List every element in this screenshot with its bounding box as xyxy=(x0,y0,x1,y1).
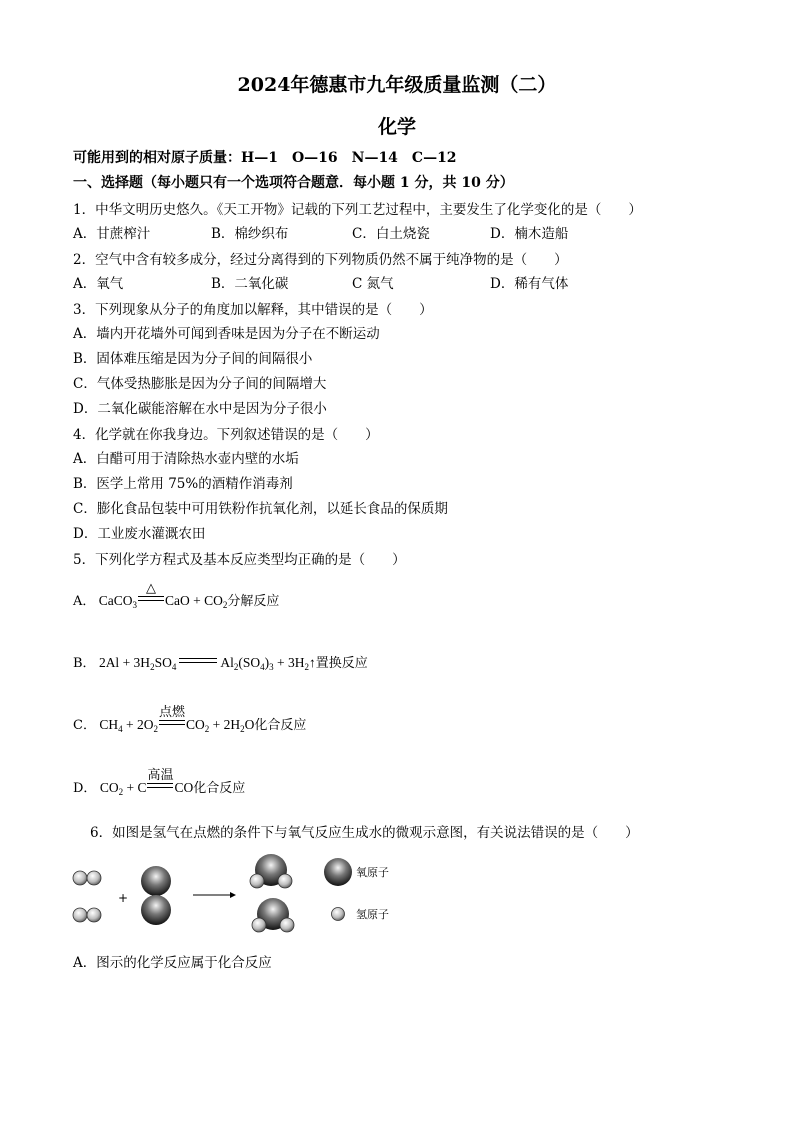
equation-d: D． $CO_2 + C$ 高温 CO化合反应 xyxy=(73,768,246,797)
question-stem: 5．下列化学方程式及基本反应类型均正确的是（ ） xyxy=(73,552,406,568)
section-heading: 一、选择题（每小题只有一个选项符合题意．每小题 1 分，共 10 分） xyxy=(73,175,514,191)
reaction-arrow xyxy=(193,892,236,898)
option: C．膨化食品包装中可用铁粉作抗氧化剂，以延长食品的保质期 xyxy=(73,501,448,517)
equation-b: B． $2Al + 3H_2SO_4$ $Al_2(SO_4)_3$ + $3H_2↑$置换反应 xyxy=(73,655,368,672)
svg-text:氢原子: 氢原子 xyxy=(356,908,389,921)
option: B．固体难压缩是因为分子间的间隔很小 xyxy=(73,351,313,367)
option-letter: C． xyxy=(73,718,96,733)
options-row xyxy=(73,272,773,292)
question-stem: 4．化学就在你我身边。下列叙述错误的是（ ） xyxy=(73,427,379,443)
reaction-type: 化合反应 xyxy=(254,718,307,733)
option: C．气体受热膨胀是因为分子间的间隔增大 xyxy=(73,376,327,392)
option-letter: D． xyxy=(73,781,97,796)
reaction-condition: 点燃 xyxy=(159,718,185,728)
option: D．二氧化碳能溶解在水中是因为分子很小 xyxy=(73,401,327,417)
option: A．白醋可用于清除热水壶内壁的水垢 xyxy=(73,451,299,467)
option: D．稀有气体 xyxy=(490,276,569,292)
reaction-type: 置换反应 xyxy=(315,656,368,671)
question-stem: 1．中华文明历史悠久。《天工开物》记载的下列工艺过程中，主要发生了化学变化的是（ ） xyxy=(73,202,642,218)
options-row xyxy=(73,222,773,242)
option: A．氧气 xyxy=(73,276,124,292)
equation-c: C． $CH_4 + 2O_2$ 点燃 $CO_2 + 2H_2O$化合反应 xyxy=(73,705,307,734)
option-letter: B． xyxy=(73,656,96,671)
water-molecule xyxy=(250,854,292,888)
option: C 氮气 xyxy=(352,276,394,292)
oxygen-molecule xyxy=(141,866,171,925)
reaction-type: 化合反应 xyxy=(193,781,246,796)
molecule-diagram xyxy=(70,848,430,938)
question-stem: 3．下列现象从分子的角度加以解释，其中错误的是（ ） xyxy=(73,302,433,318)
reaction-type: 分解反应 xyxy=(227,594,280,609)
question-stem: 2．空气中含有较多成分，经过分离得到的下列物质仍然不属于纯净物的是（ ） xyxy=(73,252,568,268)
option: A．图示的化学反应属于化合反应 xyxy=(73,955,272,971)
option: D．工业废水灌溉农田 xyxy=(73,526,206,542)
svg-text:氧原子: 氧原子 xyxy=(356,866,389,879)
equation-a: A． CaCO$_3$ △ CaO + $CO_2$分解反应 xyxy=(73,581,280,610)
option: D．楠木造船 xyxy=(490,226,569,242)
legend-oxygen xyxy=(324,858,389,886)
option: B．棉纱织布 xyxy=(211,226,289,242)
option: B．二氧化碳 xyxy=(211,276,289,292)
option-letter: A． xyxy=(73,594,96,609)
plus-sign: + xyxy=(118,891,129,905)
option: A．甘蔗榨汁 xyxy=(73,226,151,242)
water-molecule xyxy=(252,898,294,932)
exam-title: 2024年德惠市九年级质量监测（二） xyxy=(237,74,557,96)
question-stem: 6．如图是氢气在点燃的条件下与氧气反应生成水的微观示意图，有关说法错误的是（ ） xyxy=(90,825,639,841)
option: A．墙内开花墙外可闻到香味是因为分子在不断运动 xyxy=(73,326,380,342)
hydrogen-molecule xyxy=(73,908,101,922)
option: B．医学上常用 75%的酒精作消毒剂 xyxy=(73,476,293,492)
reaction-condition: 高温 xyxy=(147,781,173,791)
subject-title: 化学 xyxy=(377,116,416,138)
legend-hydrogen xyxy=(332,907,390,921)
hydrogen-molecule xyxy=(73,871,101,885)
atomic-mass-note: 可能用到的相对原子质量：H—1 O—16 N—14 C—12 xyxy=(73,150,457,166)
reaction-condition: △ xyxy=(138,594,164,604)
option: C．白土烧瓷 xyxy=(352,226,430,242)
